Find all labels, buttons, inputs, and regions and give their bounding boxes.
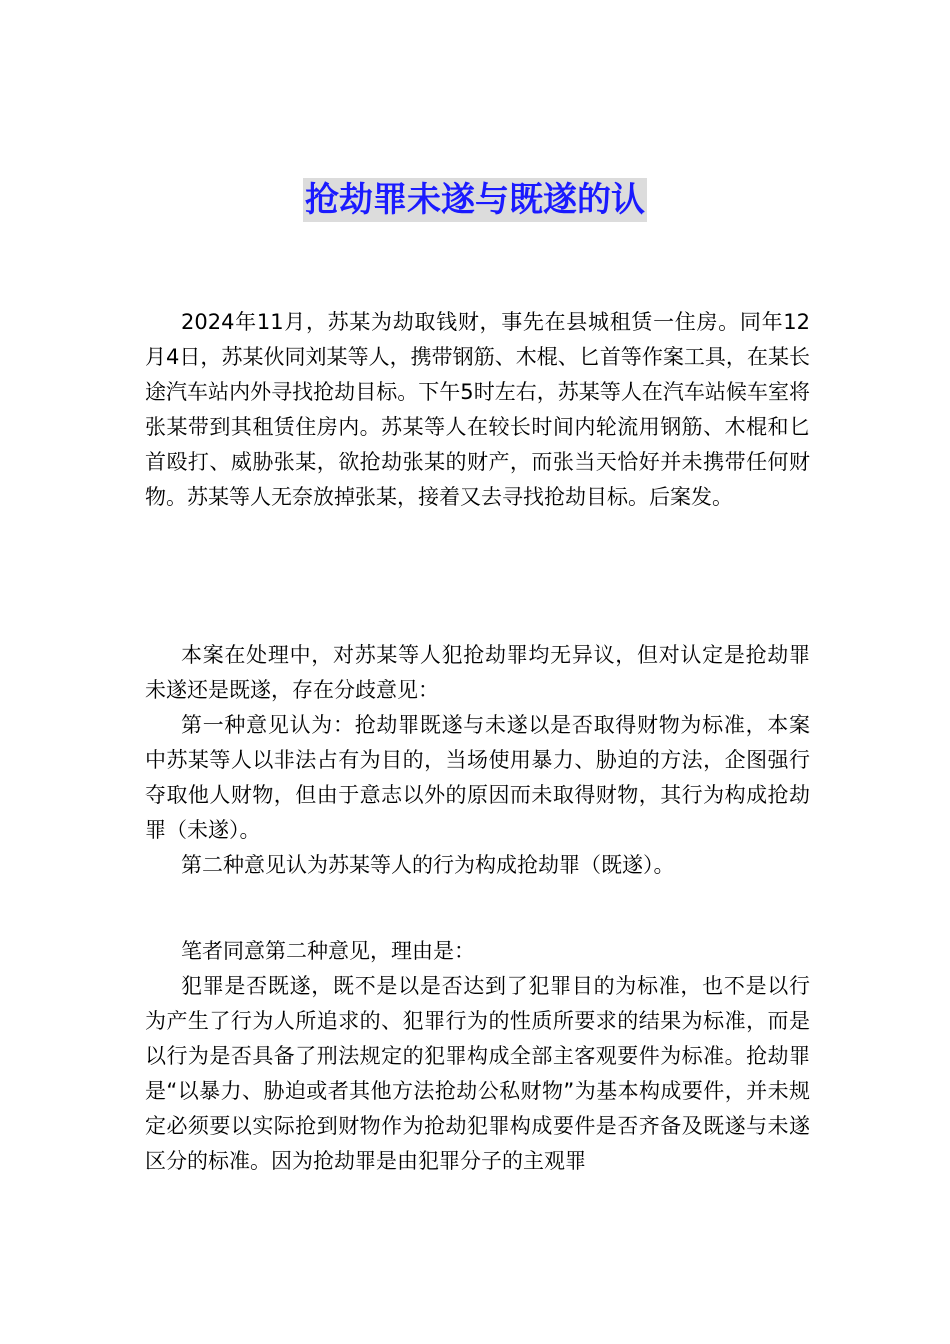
case-facts-section bbox=[145, 305, 810, 515]
paragraph-dispute: 本案在处理中，对苏某等人犯抢劫罪均无异议，但对认定是抢劫罪未遂还是既遂，存在分歧意见： bbox=[145, 643, 810, 702]
paragraph-second-opinion: 第二种意见认为苏某等人的行为构成抢劫罪（既遂）。 bbox=[181, 853, 675, 877]
paragraph-author-agrees: 笔者同意第二种意见，理由是： bbox=[181, 939, 475, 963]
document-title: 抢劫罪未遂与既遂的认 bbox=[305, 180, 645, 220]
title-wrap bbox=[0, 178, 950, 222]
paragraph-reasoning: 犯罪是否既遂，既不是以是否达到了犯罪目的为标准，也不是以行为产生了行为人所追求的、犯罪行为的性质所要求的结果为标准，而是以行为是否具备了刑法规定的犯罪构成全部主客观要件为标准。抢劫罪是“以暴力、胁迫或者其他方法抢劫公私财物”为基本构成要件，并未规定必须要以实际抢到财物作为抢劫犯罪构成要件是否齐备及既遂与未遂区分的标准。因为抢劫罪是由犯罪分子的主观罪 bbox=[145, 974, 810, 1173]
paragraph-first-opinion: 第一种意见认为：抢劫罪既遂与未遂以是否取得财物为标准，本案中苏某等人以非法占有为目的，当场使用暴力、胁迫的方法，企图强行夺取他人财物，但由于意志以外的原因而未取得财物，其行为构成抢劫罪（未遂）。 bbox=[145, 713, 810, 842]
paragraph-case-facts: 2024年11月，苏某为劫取钱财，事先在县城租赁一住房。同年12月4日，苏某伙同刘某等人，携带钢筋、木棍、匕首等作案工具，在某长途汽车站内外寻找抢劫目标。下午5时左右，苏某等人在汽车站候车室将张某带到其租赁住房内。苏某等人在较长时间内轮流用钢筋、木棍和匕首殴打、威胁张某，欲抢劫张某的财产，而张当天恰好并未携带任何财物。苏某等人无奈放掉张某，接着又去寻找抢劫目标。后案发。 bbox=[145, 310, 810, 509]
opinions-section bbox=[145, 638, 810, 883]
reasoning-section bbox=[145, 934, 810, 1179]
